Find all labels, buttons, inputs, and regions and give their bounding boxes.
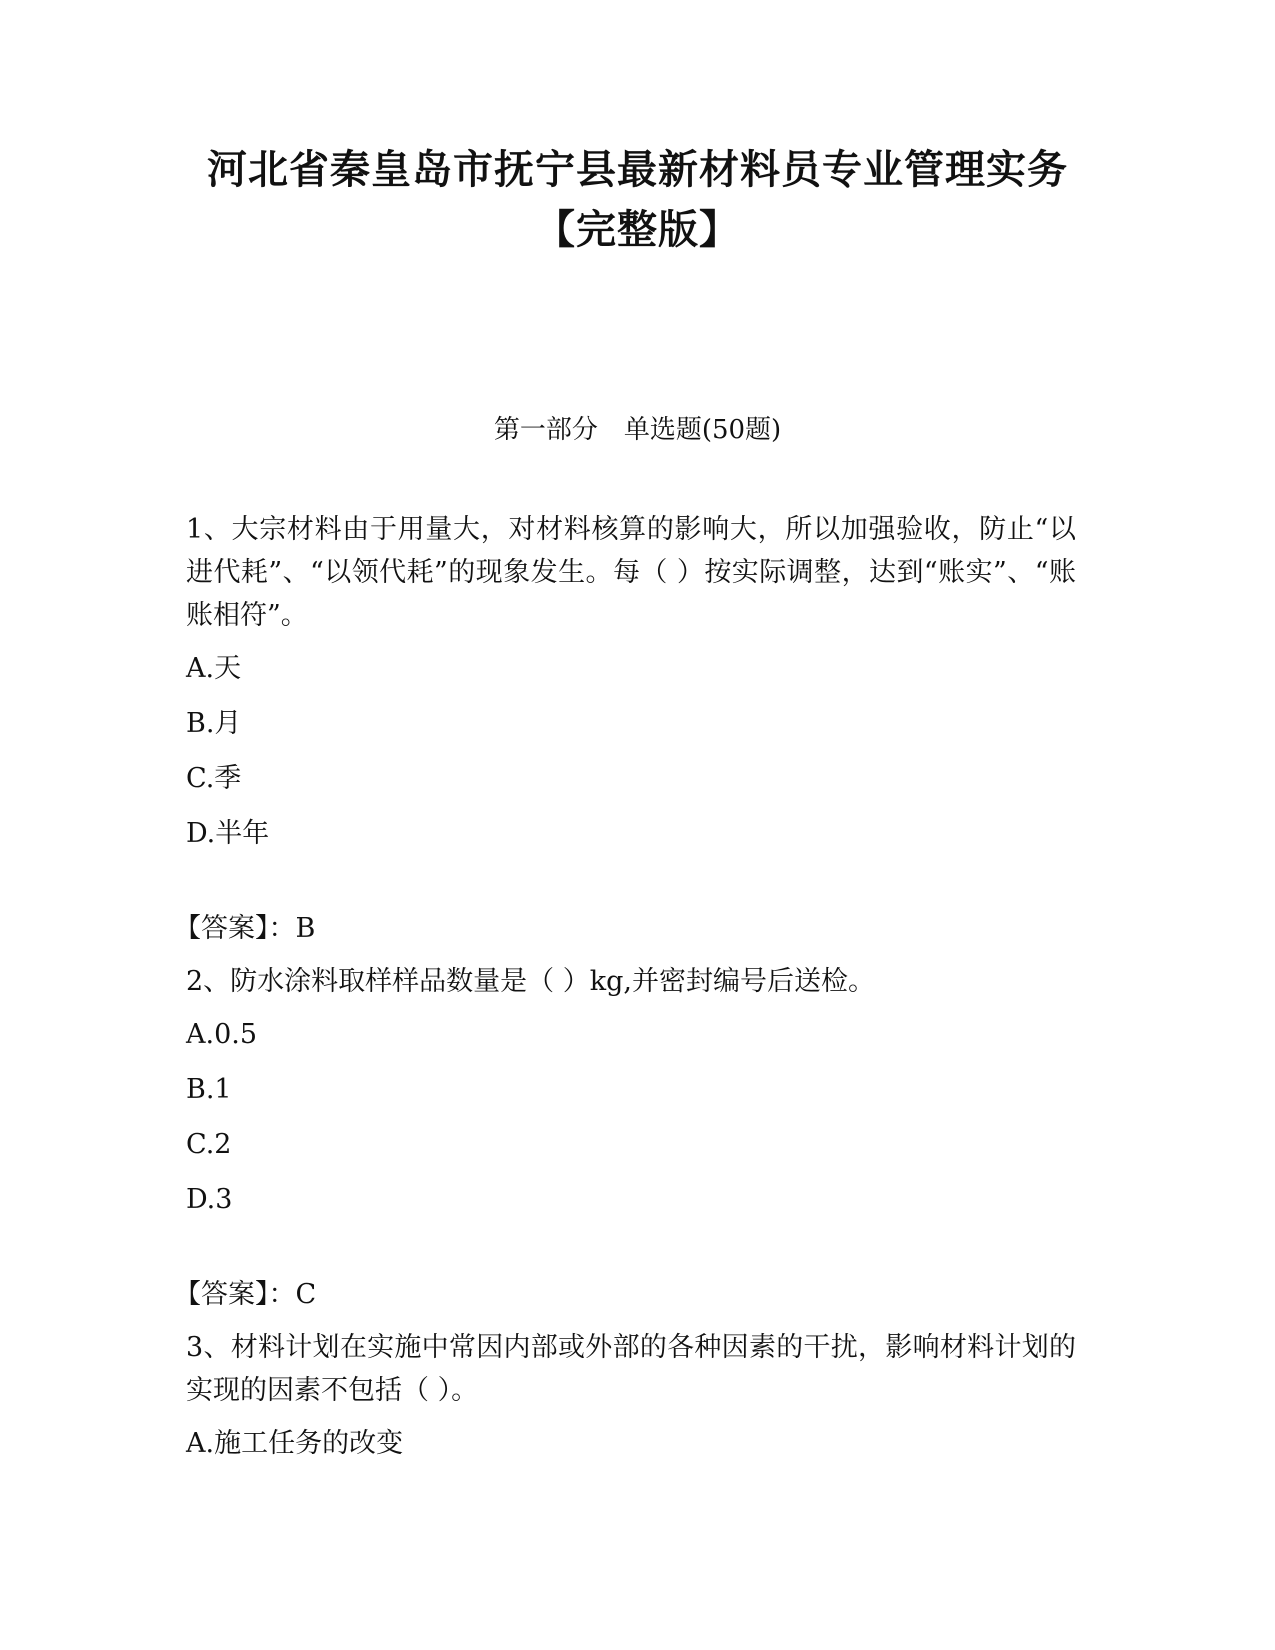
question-list bbox=[174, 508, 1076, 1465]
question-1-text: 1、大宗材料由于用量大，对材料核算的影响大，所以加强验收，防止“以进代耗”、“以领代耗”的现象发生。每（ ）按实际调整，达到“账实”、“账账相符”。 bbox=[186, 514, 1076, 631]
question-1-option-c: C.季 bbox=[186, 763, 242, 794]
section-heading: 第一部分 单选题(50题) bbox=[493, 415, 782, 445]
question-3-option-a: A.施工任务的改变 bbox=[186, 1428, 404, 1459]
question-1-option-b: B.月 bbox=[186, 708, 242, 739]
question-2-option-c: C.2 bbox=[186, 1129, 232, 1160]
question-2-option-d: D.3 bbox=[186, 1184, 233, 1215]
title-line-2: 【完整版】 bbox=[535, 207, 740, 253]
question-2-option-b: B.1 bbox=[186, 1074, 232, 1105]
title-line-1: 河北省秦皇岛市抚宁县最新材料员专业管理实务 bbox=[207, 147, 1068, 193]
document-title bbox=[150, 140, 1125, 260]
question-2-answer: 【答案】：C bbox=[174, 1279, 317, 1310]
question-2-option-a: A.0.5 bbox=[186, 1019, 258, 1050]
question-1-option-a: A.天 bbox=[186, 653, 242, 684]
question-2-text: 2、防水涂料取样样品数量是（ ）kg,并密封编号后送检。 bbox=[186, 966, 875, 997]
question-1-answer: 【答案】：B bbox=[174, 913, 316, 944]
question-1-option-d: D.半年 bbox=[186, 818, 270, 849]
question-3-text: 3、材料计划在实施中常因内部或外部的各种因素的干扰，影响材料计划的实现的因素不包括（ ）。 bbox=[186, 1332, 1076, 1406]
